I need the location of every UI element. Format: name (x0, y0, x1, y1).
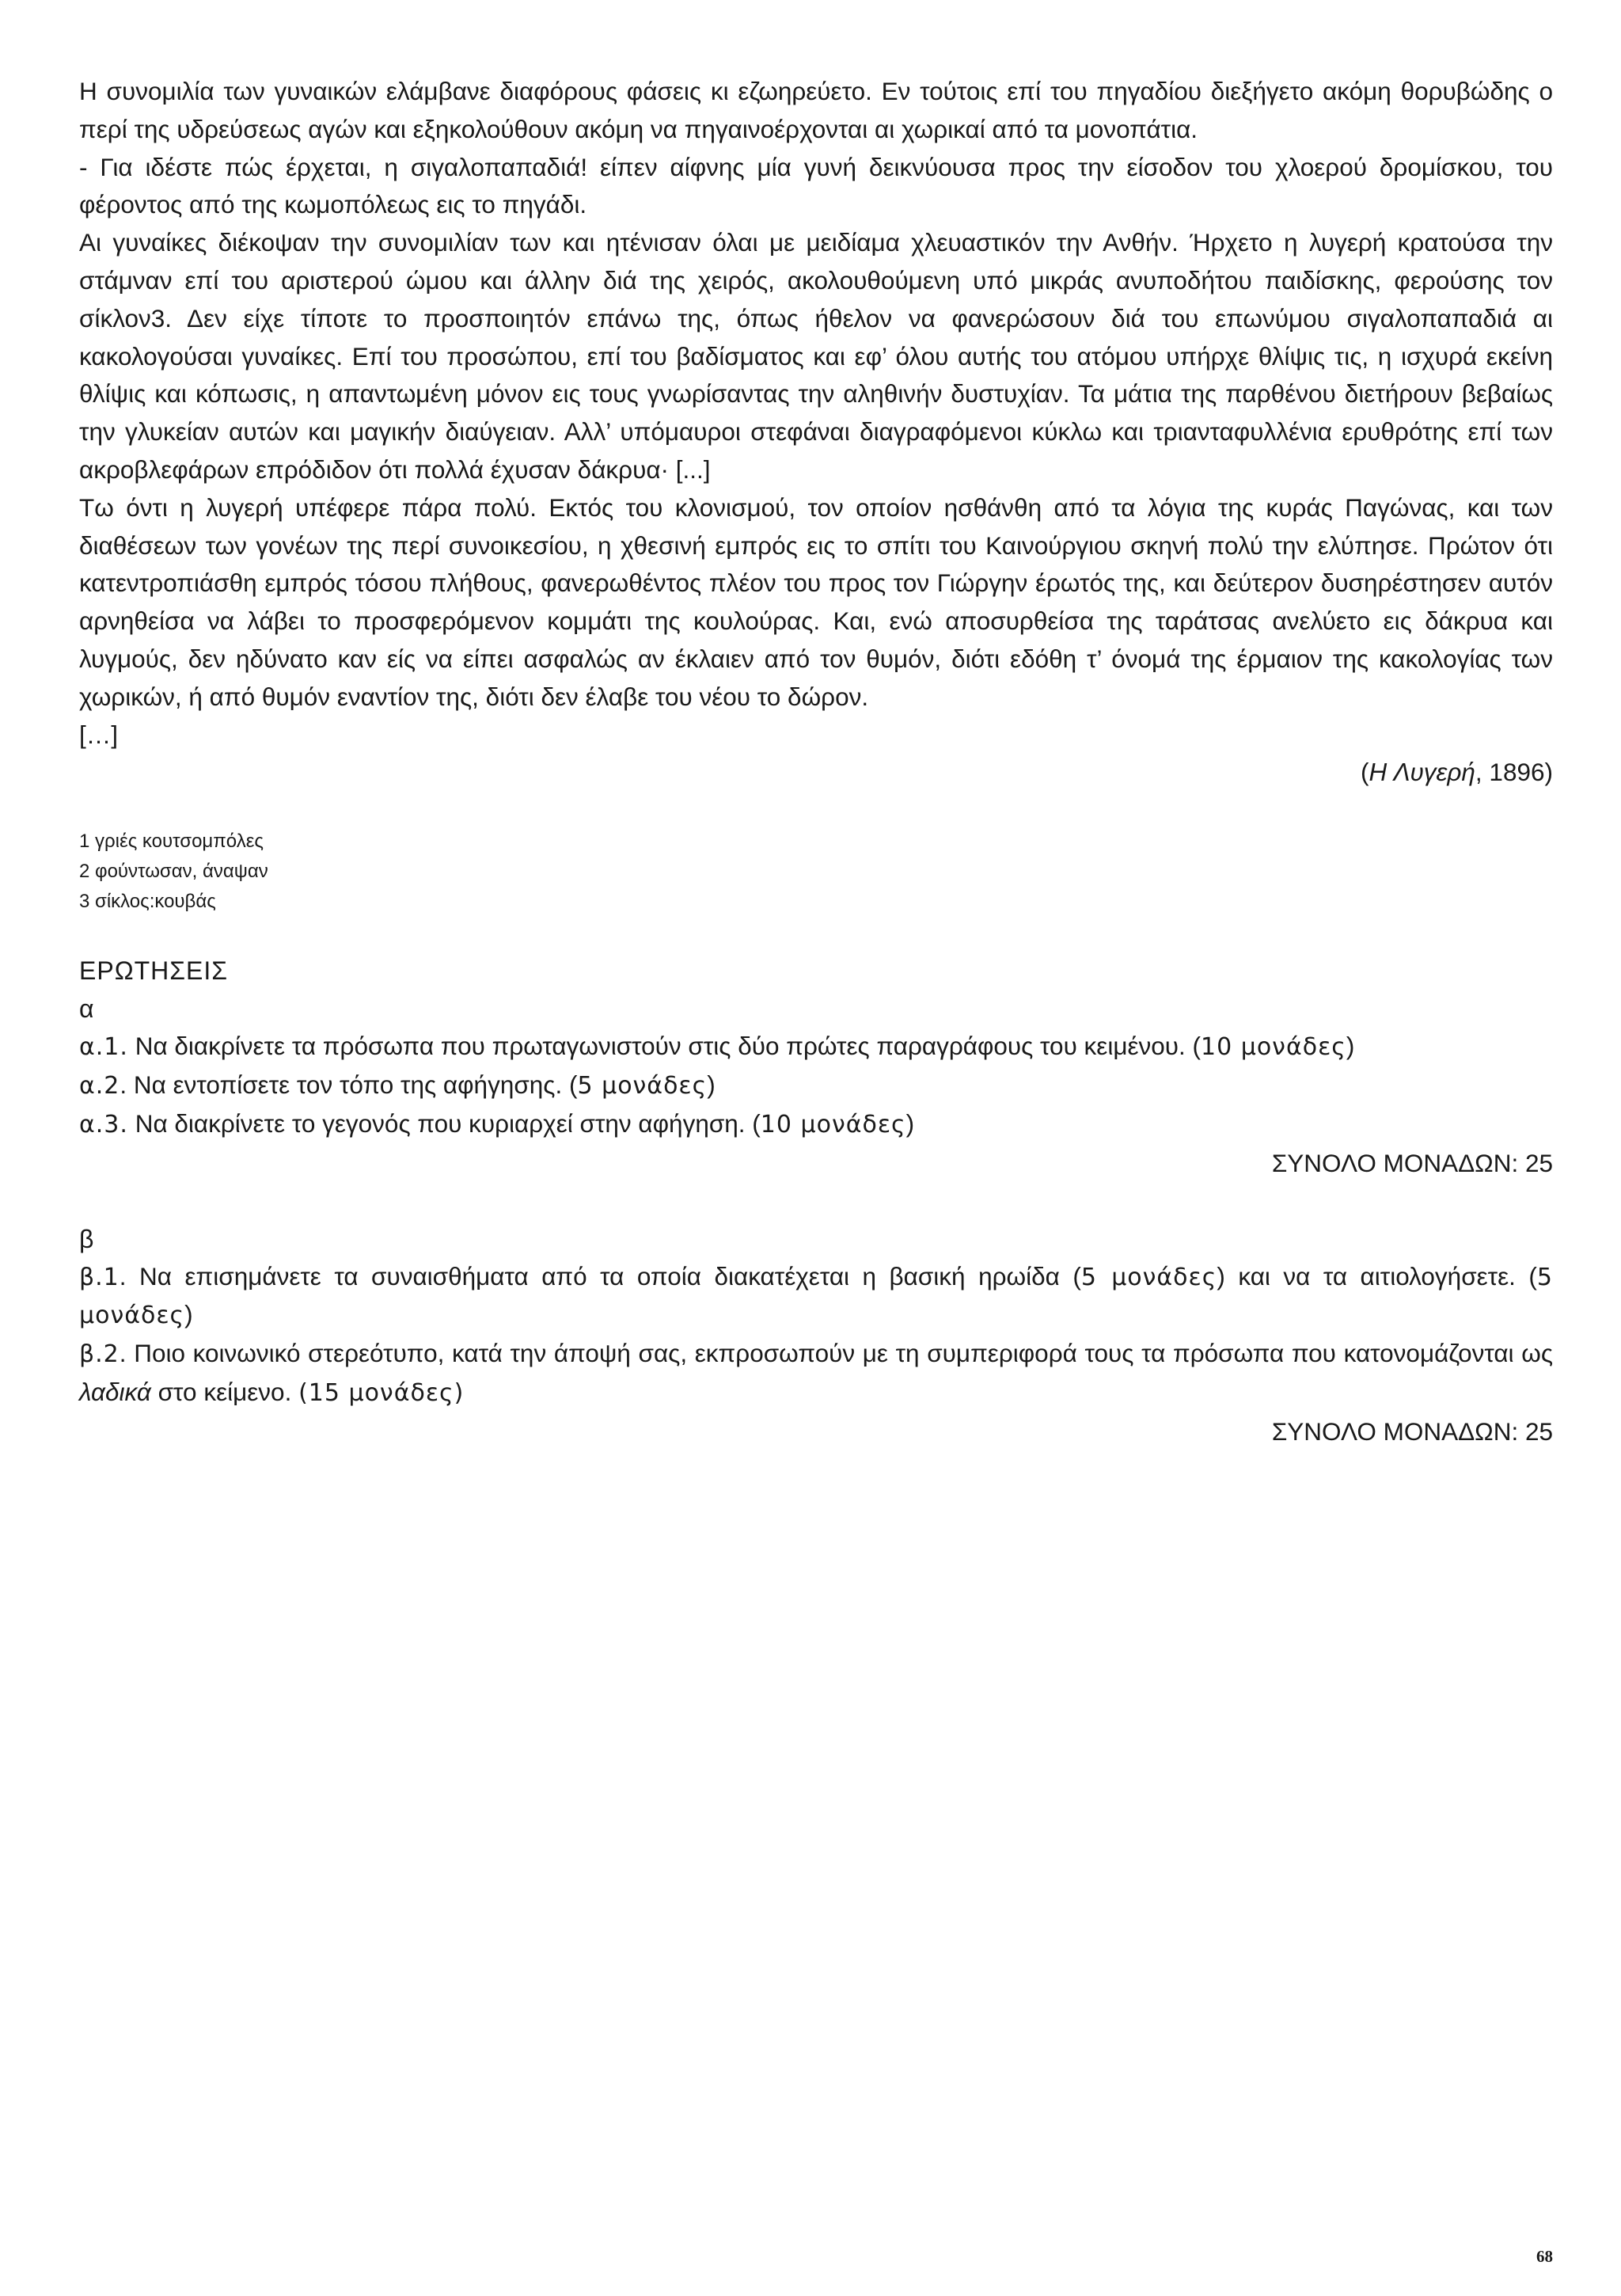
questions-heading: ΕΡΩΤΗΣΕΙΣ (79, 956, 229, 986)
paragraph-1: Η συνομιλία των γυναικών ελάμβανε διαφόρους φάσεις κι εζωηρεύετο. Εν τούτοις επί του πηγαδίου διεξήγετο ακόμη θορυβώδης ο περί της υδρεύσεως αγών και εξηκολούθουν ακόμη να πηγαινοέρχονται αι χωρικαί από τα μονοπάτια. (79, 77, 1553, 143)
page-number: 68 (1536, 2247, 1553, 2266)
section-b-total: ΣΥΝΟΛΟ ΜΟΝΑΔΩΝ: 25 (1271, 1416, 1553, 1446)
source-year: , 1896) (1475, 758, 1553, 787)
question-points: 5 μονάδες (79, 1263, 1553, 1330)
paragraph-4: Τω όντι η λυγερή υπέφερε πάρα πολύ. Εκτός του κλονισμού, τον οποίον ησθάνθη από τα λόγια της κυράς Παγώνας, και των διαθέσεων των γονέων της περί συνοικεσίου, η χθεσινή εμπρός εις το σπίτι του Καινούργιου σκηνή πολύ την ελύπησε. Πρώτον ότι κατεντροπιάσθη εμπρός τόσου πλήθους, φανερωθέντος πλέον του προς τον Γιώργην έρωτός της, και δεύτερον δυσηρέστησεν αυτόν αρνηθείσα να λάβει το προσφερόμενον κομμάτι της κουλούρας. Και, ενώ αποσυρθείσα της ταράτσας ανελύετο εις δάκρυα και λυγμούς, δεν ηδύνατο καν είς να είπει ασφαλώς αν έκλαιεν από τον θυμόν, διότι εδόθη τ’ όνομά της έρμαιον της κακολογίας των χωρικών, ή από θυμόν εναντίον της, διότι δεν έλαβε του νέου το δώρον. (79, 492, 1553, 711)
section-a-letter: α (79, 994, 94, 1024)
question-text: . Να εντοπίσετε τον τόπο της αφήγησης. ( (120, 1070, 578, 1099)
section-gap (79, 1182, 1553, 1220)
section-a-total: ΣΥΝΟΛΟ ΜΟΝΑΔΩΝ: 25 (1271, 1148, 1553, 1177)
question-text: . Ποιο κοινωνικό στερεότυπο, κατά την άποψή σας, εκπροσωπούν με τη συμπεριφορά τους τα πρόσωπα που κατονομάζονται ως (119, 1339, 1553, 1368)
question-points: (15 μονάδες) (298, 1378, 465, 1407)
question-b1 (79, 1258, 1553, 1336)
footnotes (79, 827, 1553, 917)
omission-marker: […] (79, 720, 119, 749)
question-a1 (79, 1028, 1553, 1066)
question-close: ) (1346, 1032, 1355, 1061)
question-number: α.1. (79, 1033, 128, 1062)
section-b-letter: β (79, 1224, 94, 1253)
question-a3 (79, 1105, 1553, 1144)
footnote: 2 φούντωσαν, άναψαν (79, 861, 268, 883)
question-text: ) και να τα αιτιολογήσετε. ( (1217, 1261, 1537, 1291)
question-text: Να διακρίνετε τα πρόσωπα που πρωταγωνιστούν στις δύο πρώτες παραγράφους του κειμένου. ( (127, 1032, 1202, 1061)
question-italic-term: λαδικά (79, 1377, 151, 1406)
source-open: ( (1361, 758, 1369, 787)
footnote: 3 σίκλος:κουβάς (79, 891, 216, 913)
question-close: ) (707, 1070, 716, 1099)
question-close: ) (184, 1300, 193, 1329)
question-points: 5 μονάδες (1080, 1263, 1217, 1291)
question-text: . Να επισημάνετε τα συναισθήματα από τα οποία διακατέχεται η βασική ηρωίδα ( (119, 1261, 1081, 1291)
paragraph-2: - Για ιδέστε πώς έρχεται, η σιγαλοπαπαδιά! είπεν αίφνης μία γυνή δεικνύουσα προς την είσοδον του χλοερού δρομίσκου, του φέροντος από της κωμοπόλεως εις το πηγάδι. (79, 152, 1553, 219)
question-number: β.1 (79, 1263, 120, 1291)
question-number: β.2 (79, 1340, 120, 1369)
document-page (79, 73, 1553, 1450)
question-b2 (79, 1335, 1553, 1412)
question-text: Να διακρίνετε το γεγονός που κυριαρχεί στην αφήγηση. ( (127, 1108, 761, 1138)
questions-section (79, 952, 1553, 1450)
footnote: 1 γριές κουτσομπόλες (79, 831, 264, 853)
question-close: ) (905, 1108, 915, 1138)
question-number: α.3. (79, 1110, 128, 1138)
question-points: 10 μονάδες (1201, 1033, 1346, 1062)
question-points: 5 μονάδες (577, 1071, 708, 1100)
question-a2 (79, 1066, 1553, 1105)
question-points: 10 μονάδες (760, 1110, 906, 1138)
paragraph-3: Αι γυναίκες διέκοψαν την συνομιλίαν των και ητένισαν όλαι με μειδίαμα χλευαστικόν την Ανθήν. Ήρχετο η λυγερή κρατούσα την στάμναν επί του αριστερού ώμου και άλλην διά της χειρός, ακολουθούμενη υπό μικράς ανυποδήτου παιδίσκης, φερούσης τον σίκλον3. Δεν είχε τίποτε το προσποιητόν επάνω της, όπως ήθελον να φανερώσουν διά του επωνύμου σιγαλοπαπαδιά αι κακολογούσαι γυναίκες. Επί του προσώπου, επί του βαδίσματος και εφ’ όλου αυτής του ατόμου υπήρχε θλίψις τις, η ισχυρά εκείνη θλίψις και κόπωσις, η απαντωμένη μόνον εις τους γνωρίσαντας την αληθινήν δυστυχίαν. Τα μάτια της παρθένου διετήρουν βεβαίως την γλυκείαν αυτών και μαγικήν διαύγειαν. Αλλ’ υπόμαυροι στεφάναι διαγραφόμενοι κύκλω και τριανταφυλλένια ερυθρότης επί των ακροβλεφάρων επρόδιδον ότι πολλά έχυσαν δάκρυα· [...] (79, 228, 1553, 484)
source-title: Η Λυγερή (1369, 758, 1475, 787)
question-number: α.2 (79, 1071, 120, 1100)
question-text: στο κείμενο. (150, 1377, 299, 1406)
source-citation (79, 754, 1553, 792)
